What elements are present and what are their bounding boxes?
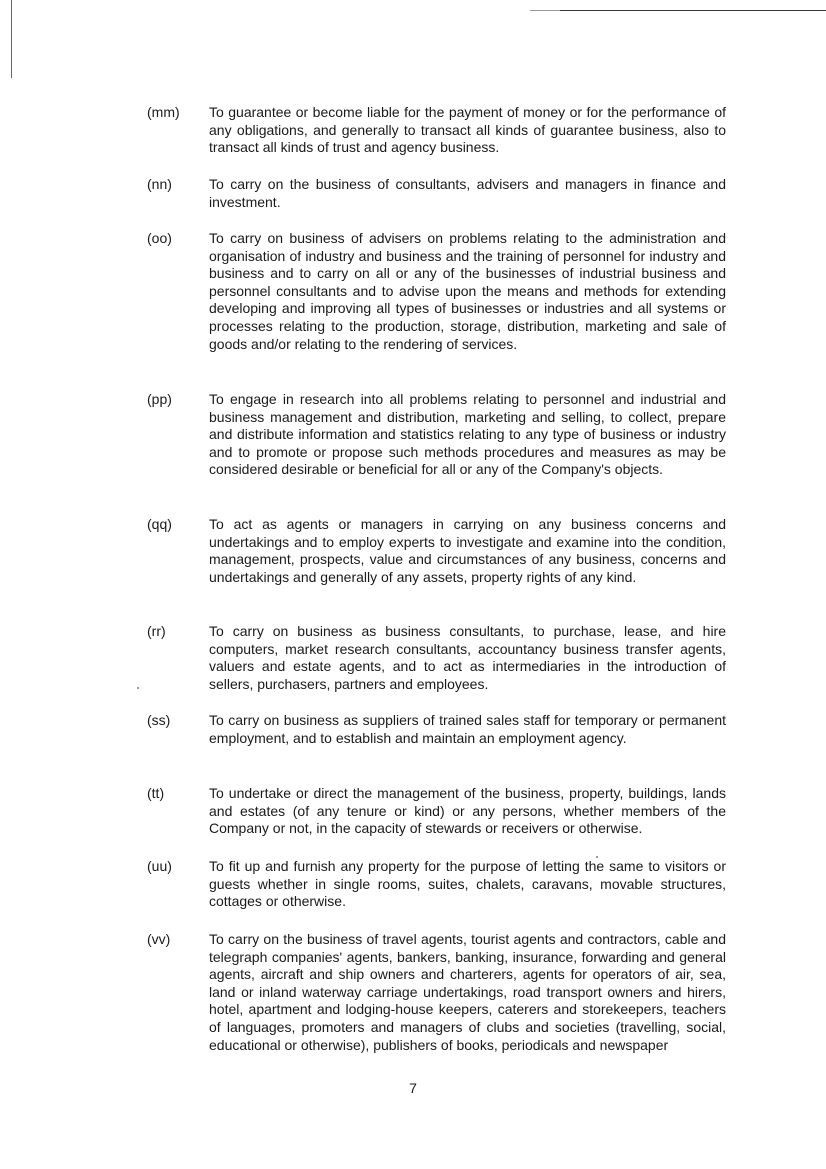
clause-label: (oo) [147, 230, 172, 246]
clause-text: To carry on business as suppliers of trained sales staff for temporary or permanent employment, and to establish and maintain an employment agency. [209, 712, 726, 746]
scan-artifact-left-line [11, 0, 12, 78]
clause-label: (nn) [147, 176, 172, 192]
clause-label: (qq) [147, 516, 172, 532]
clause-text: To fit up and furnish any property for the purpose of letting the same to visitors or guests whether in single rooms, suites, chalets, caravans, movable structures, cottages or otherwise. [209, 858, 726, 910]
scan-artifact-top-line [560, 10, 826, 11]
clause-text: To carry on the business of travel agents, tourist agents and contractors, cable and telegraph companies' agents, bankers, banking, insurance, forwarding and general agents, aircraft and ship owners and charterers, agents for operators of air, sea, land or inland waterway carriage undertakings, road transport owners and hirers, hotel, apartment and lodging-house keepers, caterers and storekeepers, teachers of languages, promoters and managers of clubs and societies (travelling, social, educational or otherwise), publishers of books, periodicals and newspaper [209, 931, 726, 1053]
clause-text: To carry on the business of consultants, advisers and managers in finance and investment. [209, 176, 726, 210]
clause-label: (vv) [147, 931, 171, 947]
clause-text: To carry on business of advisers on problems relating to the administration and organisation of industry and business and the training of personnel for industry and business and to carry on all or any of the businesses of industrial business and personnel consultants and to advise upon the means and methods for extending developing and improving all types of businesses or industries and all systems or processes relating to the production, storage, distribution, marketing and sale of goods and/or relating to the rendering of services. [209, 230, 726, 352]
clause-label: (ss) [147, 712, 171, 728]
scan-artifact-top-line-faint [530, 10, 562, 11]
clause-text: To act as agents or managers in carrying on any business concerns and undertakings and to employ experts to investigate and examine into the condition, management, prospects, value and circumstances of any business, concerns and undertakings and generally of any assets, property rights of any kind. [209, 516, 726, 585]
clause-label: (rr) [147, 623, 166, 639]
clause-label: (mm) [147, 104, 180, 120]
clause-label: (uu) [147, 858, 172, 874]
clause-text: To guarantee or become liable for the payment of money or for the performance of any obligations, and generally to transact all kinds of guarantee business, also to transact all kinds of trust and agency business. [209, 104, 726, 156]
clause-text: To undertake or direct the management of the business, property, buildings, lands and estates (of any tenure or kind) or any persons, whether members of the Company or not, in the capacity of stewards or receivers or otherwise. [209, 785, 726, 837]
clause-text: To carry on business as business consultants, to purchase, lease, and hire computers, market research consultants, accountancy business transfer agents, valuers and estate agents, and to act as intermediaries in the introduction of sellers, purchasers, partners and employees. [209, 623, 726, 692]
scan-artifact-dot [137, 687, 139, 689]
clause-text: To engage in research into all problems relating to personnel and industrial and business management and distribution, marketing and selling, to collect, prepare and distribute information and statistics relating to any type of business or industry and to promote or propose such methods procedures and measures as may be considered desirable or beneficial for all or any of the Company's objects. [209, 391, 726, 478]
clause-label: (pp) [147, 391, 172, 407]
clause-label: (tt) [147, 785, 165, 801]
page-number: 7 [409, 1080, 417, 1096]
